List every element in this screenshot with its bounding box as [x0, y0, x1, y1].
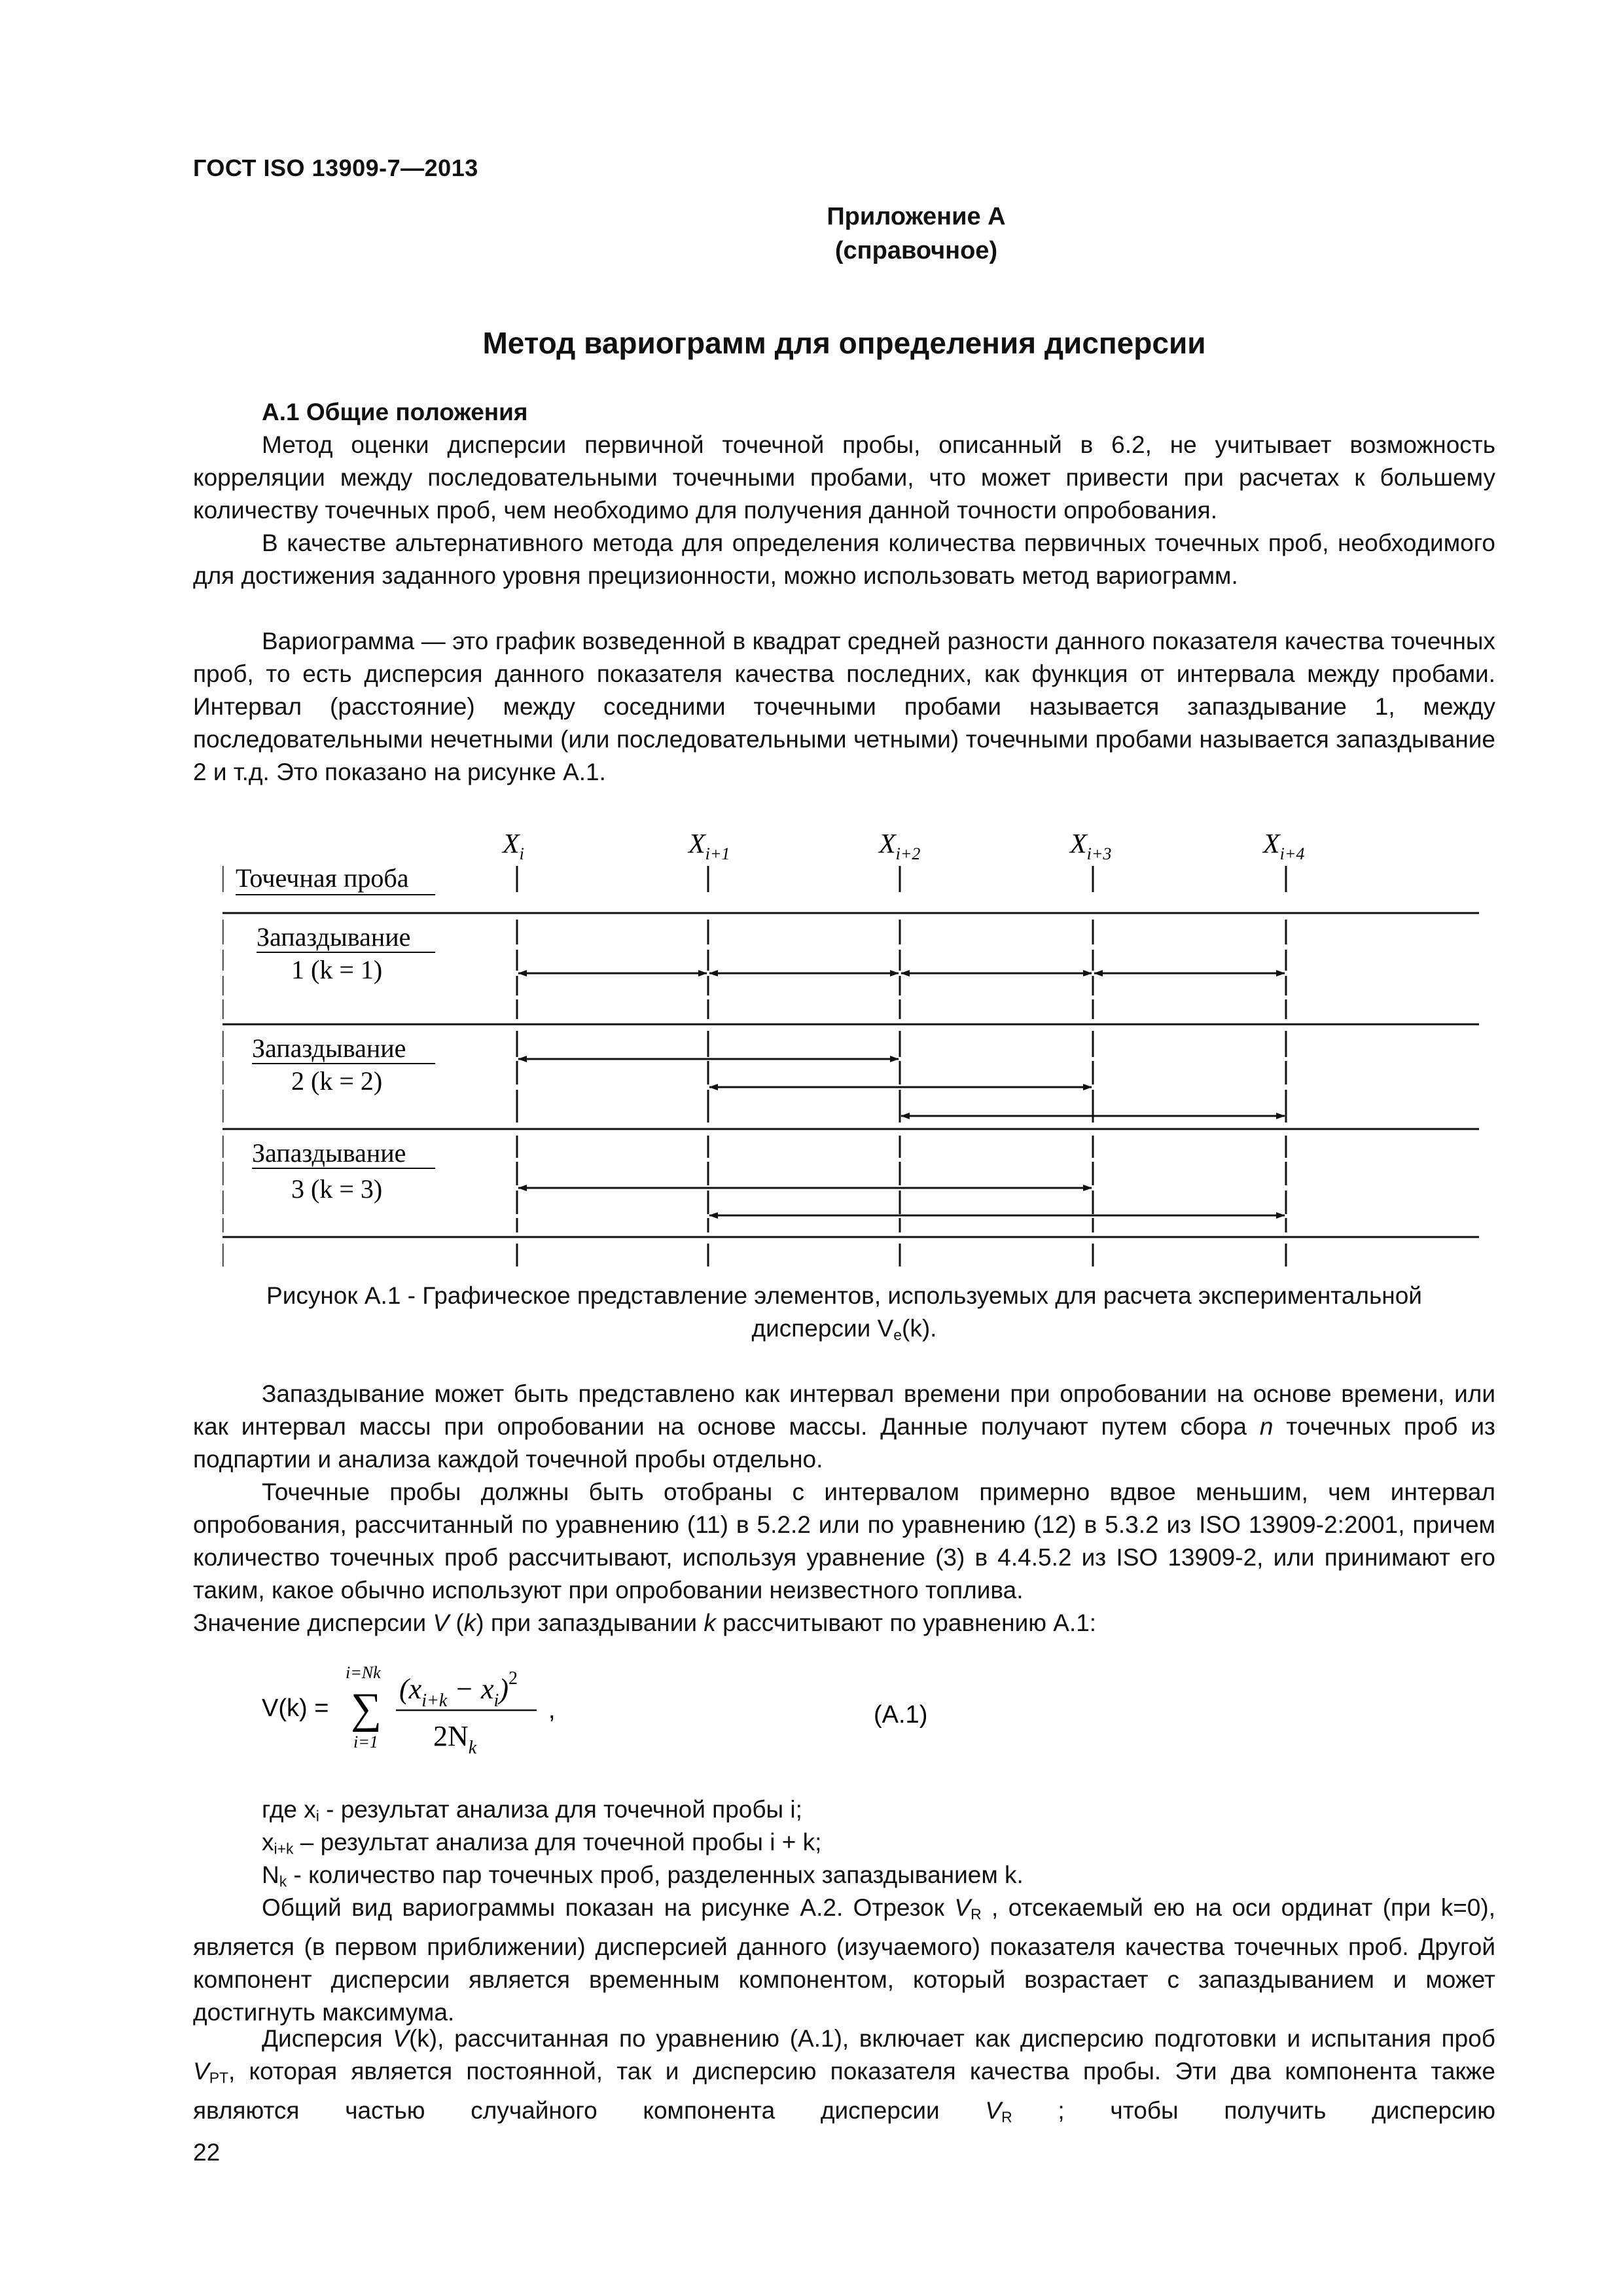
paragraph-5: Точечные пробы должны быть отобраны с интервалом примерно вдвое меньшим, чем интервал опробования, рассчитанный по уравнению (11) в 5.2.2 или по уравнению (12) в 5.3.2 из ISO 13909-2:2001, причем количество точечных проб рассчитывают, используя уравнение (3) в 4.4.5.2 из ISO 13909-2, или принимают его таким, какое обычно используют при опробовании неизвестного топлива.	[193, 1479, 1495, 1604]
row-label-lag1: Запаздывание	[257, 922, 411, 952]
section-heading-a1: А.1 Общие положения	[262, 399, 528, 425]
annex-title: Метод вариограмм для определения дисперсии	[482, 326, 1206, 360]
label-x-i3: $X_{i+3}$	[1070, 829, 1112, 863]
formula-number: (А.1)	[874, 1701, 928, 1729]
figure-caption	[193, 1280, 1495, 1352]
lag2-arrows	[518, 1059, 1285, 1116]
figure-caption-line2: дисперсии $V_e(k)$.	[751, 1315, 937, 1344]
formula-lhs: V(k) =	[262, 1695, 329, 1722]
formula-denominator: $2N_k$	[433, 1720, 477, 1758]
label-x-i2: $X_{i+2}$	[879, 829, 921, 863]
row-label-lag3: Запаздывание	[252, 1138, 406, 1168]
lag3-arrows	[518, 1188, 1285, 1215]
formula-a1	[262, 1649, 1243, 1767]
where-line-1: где $x_i$ - результат анализа для точечной пробы i;	[262, 1796, 802, 1825]
paragraph-8: Дисперсия V(k), рассчитанная по уравнению (А.1), включает как дисперсию подготовки и испытания проб $V_{PT}$, которая является постоянной, так и дисперсию показателя качества пробы. Эти два компонента также являются частью случайного компонента дисперсии $V_R$ ; чтобы получить дисперсию	[193, 2025, 1495, 2126]
annex-label: Приложение А	[827, 203, 1006, 230]
row-label-sample: Точечная проба	[236, 863, 409, 893]
figure-caption-line1: Рисунок А.1 - Графическое представление элементов, используемых для расчета экспериментальной	[266, 1282, 1422, 1309]
standard-code: ГОСТ ISO 13909-7—2013	[193, 154, 478, 181]
row-label-lag3-k: 3 (k = 3)	[291, 1174, 383, 1204]
label-x-i1: $X_{i+1}$	[688, 829, 730, 863]
formula-lower-limit: i=1	[353, 1732, 378, 1751]
row-label-lag2-k: 2 (k = 2)	[291, 1066, 383, 1096]
paragraph-3: Вариограмма — это график возведенной в квадрат средней разности данного показателя качества точечных проб, то есть дисперсия данного показателя качества последних, как функция от интервала между пробами. Интервал (расстояние) между соседними точечными пробами называется запаздывание 1, между последовательными нечетными (или последовательными четными) точечными пробами называется запаздывание 2 и т.д. Это показано на рисунке А.1.	[193, 628, 1495, 785]
annex-type: (справочное)	[834, 237, 998, 264]
formula-numerator: $(x_{i+k} - x_i)^2$	[399, 1668, 518, 1711]
paragraph-6: Значение дисперсии V (k) при запаздывании k рассчитывают по уравнению А.1:	[193, 1609, 1097, 1636]
label-x-i: $X_i$	[503, 829, 524, 863]
row-label-lag1-k: 1 (k = 1)	[291, 955, 383, 984]
formula-upper-limit: i=Nk	[346, 1663, 381, 1682]
where-line-2: $x_{i+k}$ – результат анализа для точечной пробы i + k;	[262, 1829, 822, 1857]
paragraph-7: Общий вид вариограммы показан на рисунке А.2. Отрезок $V_R$ , отсекаемый ею на оси ординат (при k=0), является (в первом приближении) дисперсией данного (изучаемого) показателя качества точечных проб. Другой компонент дисперсии является временным компонентом, который возрастает с запаздыванием и может достигнуть максимума.	[193, 1894, 1495, 2026]
paragraph-2: В качестве альтернативного метода для определения количества первичных точечных проб, необходимого для достижения заданного уровня прецизионности, можно использовать метод вариограмм.	[193, 529, 1495, 589]
row-label-lag2: Запаздывание	[252, 1033, 406, 1063]
formula-sigma: ∑	[351, 1685, 382, 1732]
sample-labels	[501, 829, 1304, 863]
formula-comma: ,	[548, 1696, 556, 1724]
label-x-i4: $X_{i+4}$	[1263, 829, 1305, 863]
paragraph-1: Метод оценки дисперсии первичной точечной пробы, описанный в 6.2, не учитывает возможность корреляции между последовательными точечными пробами, что может привести при расчетах к большему количеству точечных проб, чем необходимо для получения данной точности опробования.	[193, 431, 1495, 524]
where-line-3: $N_k$ - количество пар точечных проб, разделенных запаздыванием k.	[262, 1861, 1024, 1890]
paragraph-4: Запаздывание может быть представлено как интервал времени при опробовании на основе времени, или как интервал массы при опробовании на основе массы. Данные получают путем сбора n точечных проб из подпартии и анализа каждой точечной пробы отдельно.	[193, 1380, 1495, 1473]
annex-heading	[720, 200, 1113, 268]
page-number: 22	[193, 2139, 221, 2166]
lag-diagram	[223, 815, 1486, 1273]
